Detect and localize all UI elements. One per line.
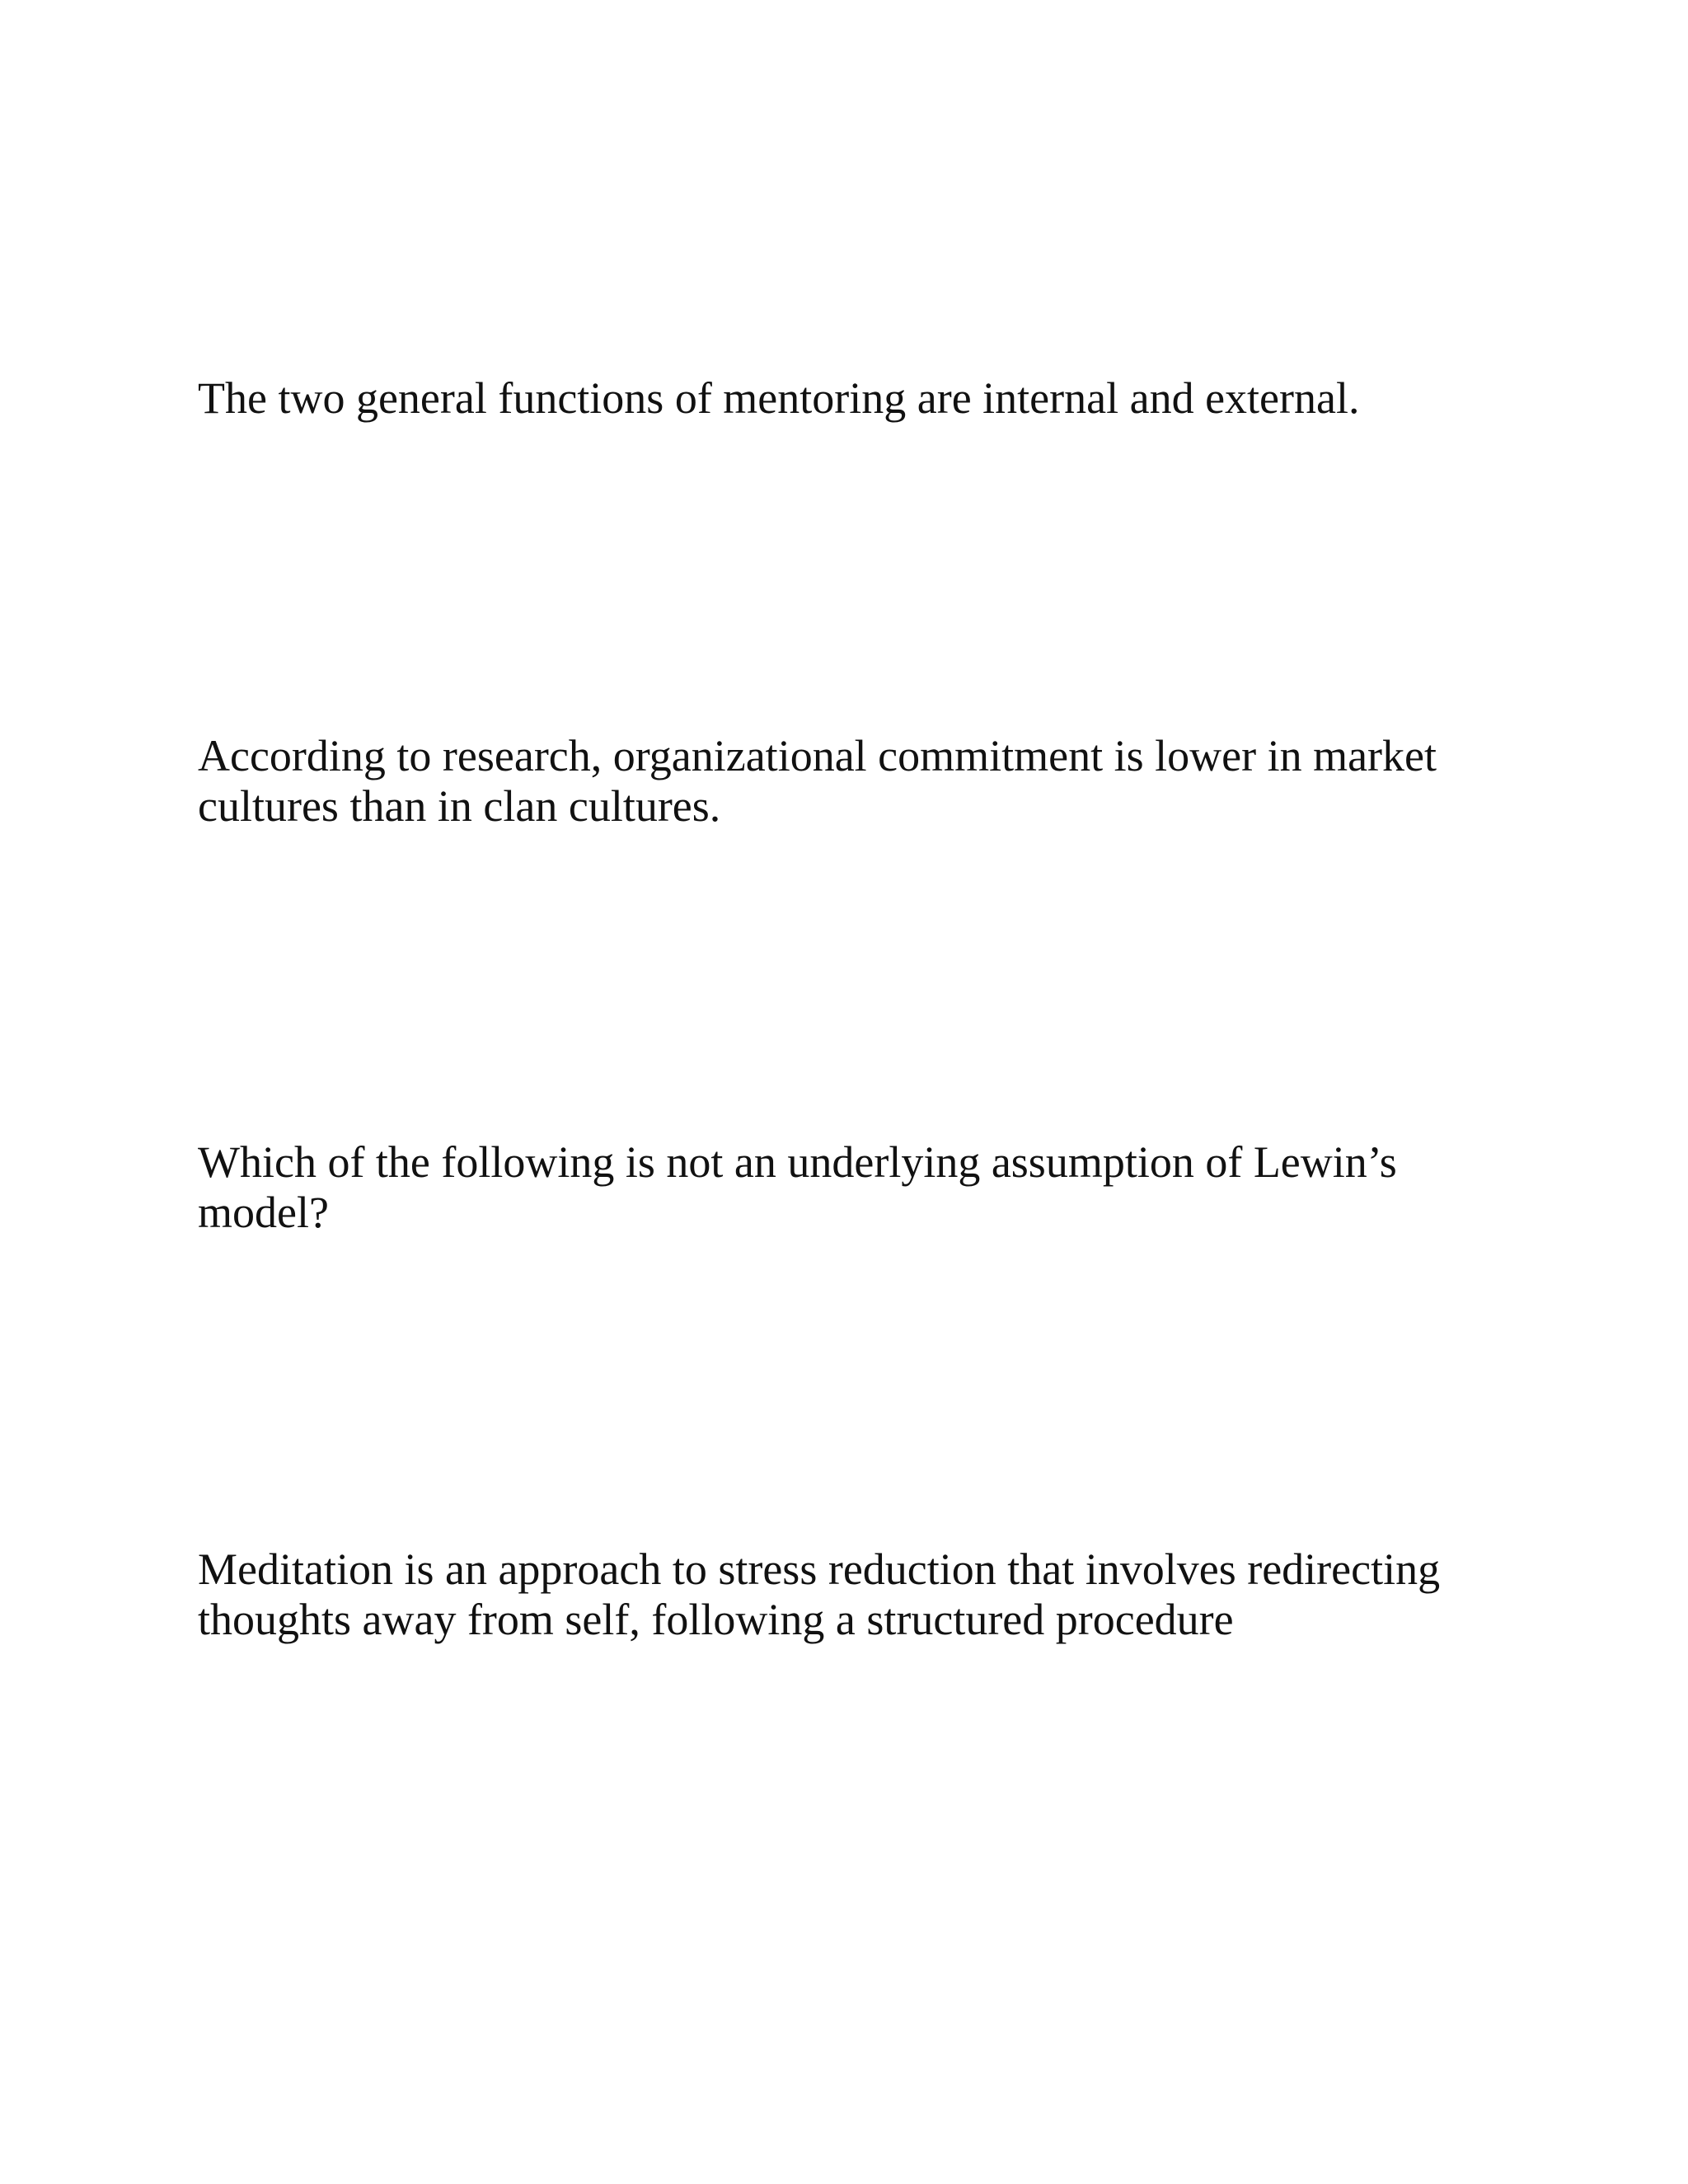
statement-organizational-commitment: According to research, organizational commitment is lower in market cultures than in clan cultures. bbox=[198, 731, 1437, 831]
statement-meditation: Meditation is an approach to stress reduction that involves redirecting thoughts away from self, following a structured procedure bbox=[198, 1544, 1441, 1644]
statement-mentoring-functions: The two general functions of mentoring are internal and external. bbox=[198, 373, 1360, 423]
question-lewins-model: Which of the following is not an underlying assumption of Lewin’s model? bbox=[198, 1137, 1397, 1237]
